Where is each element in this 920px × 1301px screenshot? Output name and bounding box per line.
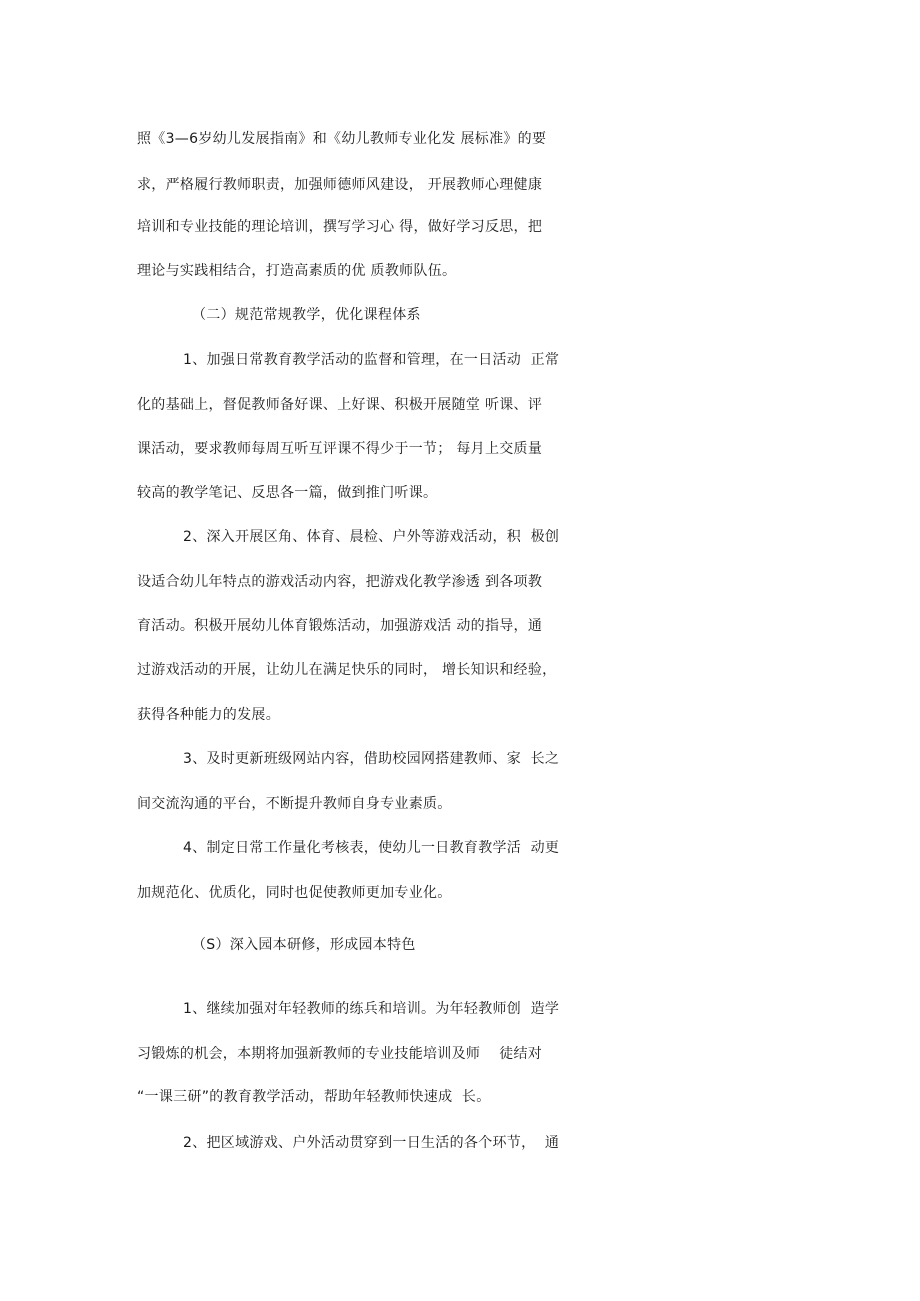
body-text-line: 1、加强日常教育教学活动的监督和管理，在一日活动 正常 bbox=[183, 352, 560, 368]
body-text-line: 间交流沟通的平台，不断提升教师自身专业素质。 bbox=[137, 796, 452, 812]
body-text-line: 育活动。积极开展幼儿体育锻炼活动，加强游戏活 动的指导，通 bbox=[137, 618, 543, 634]
body-text-line: 获得各种能力的发展。 bbox=[137, 707, 280, 723]
body-text-line: 4、制定日常工作量化考核表，使幼儿一日教育教学活 动更 bbox=[183, 840, 560, 856]
body-text-line: 3、及时更新班级网站内容，借助校园网搭建教师、家 长之 bbox=[183, 751, 560, 767]
body-text-line: 设适合幼儿年特点的游戏活动内容，把游戏化教学渗透 到各项教 bbox=[137, 574, 543, 590]
body-text-line: 过游戏活动的开展，让幼儿在满足快乐的同时， 增长知识和经验， bbox=[137, 662, 557, 678]
body-text-line: 培训和专业技能的理论培训，撰写学习心 得，做好学习反思，把 bbox=[137, 219, 543, 235]
body-text-line: 求，严格履行教师职责，加强师德师风建设， 开展教师心理健康 bbox=[137, 177, 543, 193]
section-heading: （二）规范常规教学，优化课程体系 bbox=[192, 307, 421, 323]
body-text-line: 习锻炼的机会，本期将加强新教师的专业技能培训及师 徒结对 bbox=[137, 1046, 543, 1062]
body-text-line: 加规范化、优质化，同时也促使教师更加专业化。 bbox=[137, 885, 452, 901]
body-text-line: 2、深入开展区角、体育、晨检、户外等游戏活动，积 极创 bbox=[183, 529, 560, 545]
body-text-line: 化的基础上，督促教师备好课、上好课、积极开展随堂 听课、评 bbox=[137, 397, 543, 413]
section-heading: （S）深入园本研修，形成园本特色 bbox=[192, 937, 416, 953]
body-text-line: 理论与实践相结合，打造高素质的优 质教师队伍。 bbox=[137, 263, 457, 279]
body-text-line: 课活动，要求教师每周互听互评课不得少于一节； 每月上交质量 bbox=[137, 441, 543, 457]
body-text-line: 照《3—6岁幼儿发展指南》和《幼儿教师专业化发 展标准》的要 bbox=[137, 131, 547, 147]
body-text-line: 1、继续加强对年轻教师的练兵和培训。为年轻教师创 造学 bbox=[183, 1001, 560, 1017]
body-text-line: “一课三研”的教育教学活动，帮助年轻教师快速成 长。 bbox=[137, 1089, 491, 1105]
body-text-line: 较高的教学笔记、反思各一篇，做到推门听课。 bbox=[137, 485, 438, 501]
body-text-line: 2、把区域游戏、户外活动贯穿到一日生活的各个环节， 通 bbox=[183, 1135, 560, 1151]
